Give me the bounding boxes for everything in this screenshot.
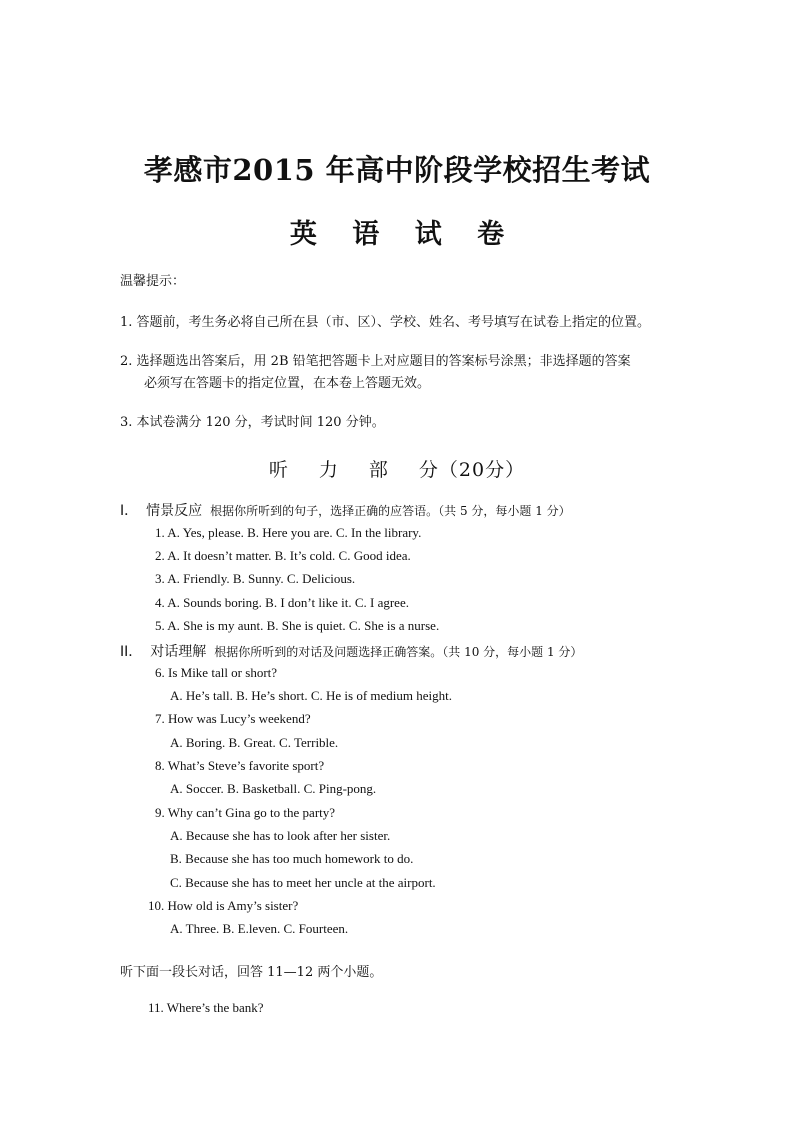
section-1-header (120, 500, 571, 520)
part-word-2: 力 (318, 459, 339, 481)
question-5: 5. A. She is my aunt. B. She is quiet. C. She is a nurse. (155, 618, 440, 633)
section-1-num: I． (120, 503, 139, 519)
part-word-1: 听 (268, 459, 289, 481)
question-4: 4. A. Sounds boring. B. I don’t like it. C. I agree. (155, 595, 409, 610)
section-1-title: 情景反应 (146, 503, 203, 519)
question-8-options: A. Soccer. B. Basketball. C. Ping-pong. (170, 781, 377, 796)
section-2-header (120, 641, 582, 661)
question-1: 1. A. Yes, please. B. Here you are. C. In the library. (155, 525, 422, 540)
part-word-3: 部 (368, 459, 389, 481)
question-6: 6. Is Mike tall or short? (155, 665, 278, 680)
question-7-options: A. Boring. B. Great. C. Terrible. (170, 735, 339, 750)
part-word-4: 分（20分） (418, 459, 526, 481)
dialog-instruction: 听下面一段长对话，回答 11—12 两个小题。 (120, 965, 383, 980)
question-9: 9. Why can’t Gina go to the party? (155, 805, 336, 820)
exam-subtitle: 英 语 试 卷 (289, 219, 518, 250)
part-heading (0, 455, 794, 482)
question-2: 2. A. It doesn’t matter. B. It’s cold. C. Good idea. (155, 548, 411, 563)
question-9-option-a: A. Because she has to look after her sister. (170, 828, 391, 843)
notice-item-3: 3. 本试卷满分 120 分，考试时间 120 分钟。 (120, 415, 385, 430)
notice-item-2: 2. 选择题选出答案后，用 2B 铅笔把答题卡上对应题目的答案标号涂黑；非选择题的答案 (120, 354, 631, 369)
section-2-instruction: 根据你所听到的对话及问题选择正确答案。（共 10 分，每小题 1 分） (214, 645, 583, 659)
question-8: 8. What’s Steve’s favorite sport? (155, 758, 325, 773)
section-1-instruction: 根据你所听到的句子，选择正确的应答语。（共 5 分，每小题 1 分） (210, 504, 571, 518)
section-2-num: II． (120, 644, 143, 660)
notice-heading: 温馨提示： (120, 274, 186, 289)
notice-item-2-cont: 必须写在答题卡的指定位置，在本卷上答题无效。 (144, 376, 431, 391)
exam-title: 孝感市2015 年高中阶段学校招生考试 (143, 153, 651, 187)
question-7: 7. How was Lucy’s weekend? (155, 711, 311, 726)
notice-item-1: 1. 答题前，考生务必将自己所在县（市、区）、学校、姓名、考号填写在试卷上指定的位置。 (120, 315, 651, 330)
question-11: 11. Where’s the bank? (148, 1000, 264, 1015)
question-9-option-c: C. Because she has to meet her uncle at the airport. (170, 875, 436, 890)
question-6-options: A. He’s tall. B. He’s short. C. He is of medium height. (170, 688, 453, 703)
question-10: 10. How old is Amy’s sister? (148, 898, 299, 913)
section-2-title: 对话理解 (150, 644, 207, 660)
question-9-option-b: B. Because she has too much homework to do. (170, 851, 414, 866)
question-3: 3. A. Friendly. B. Sunny. C. Delicious. (155, 571, 356, 586)
question-10-options: A. Three. B. E.leven. C. Fourteen. (170, 921, 349, 936)
